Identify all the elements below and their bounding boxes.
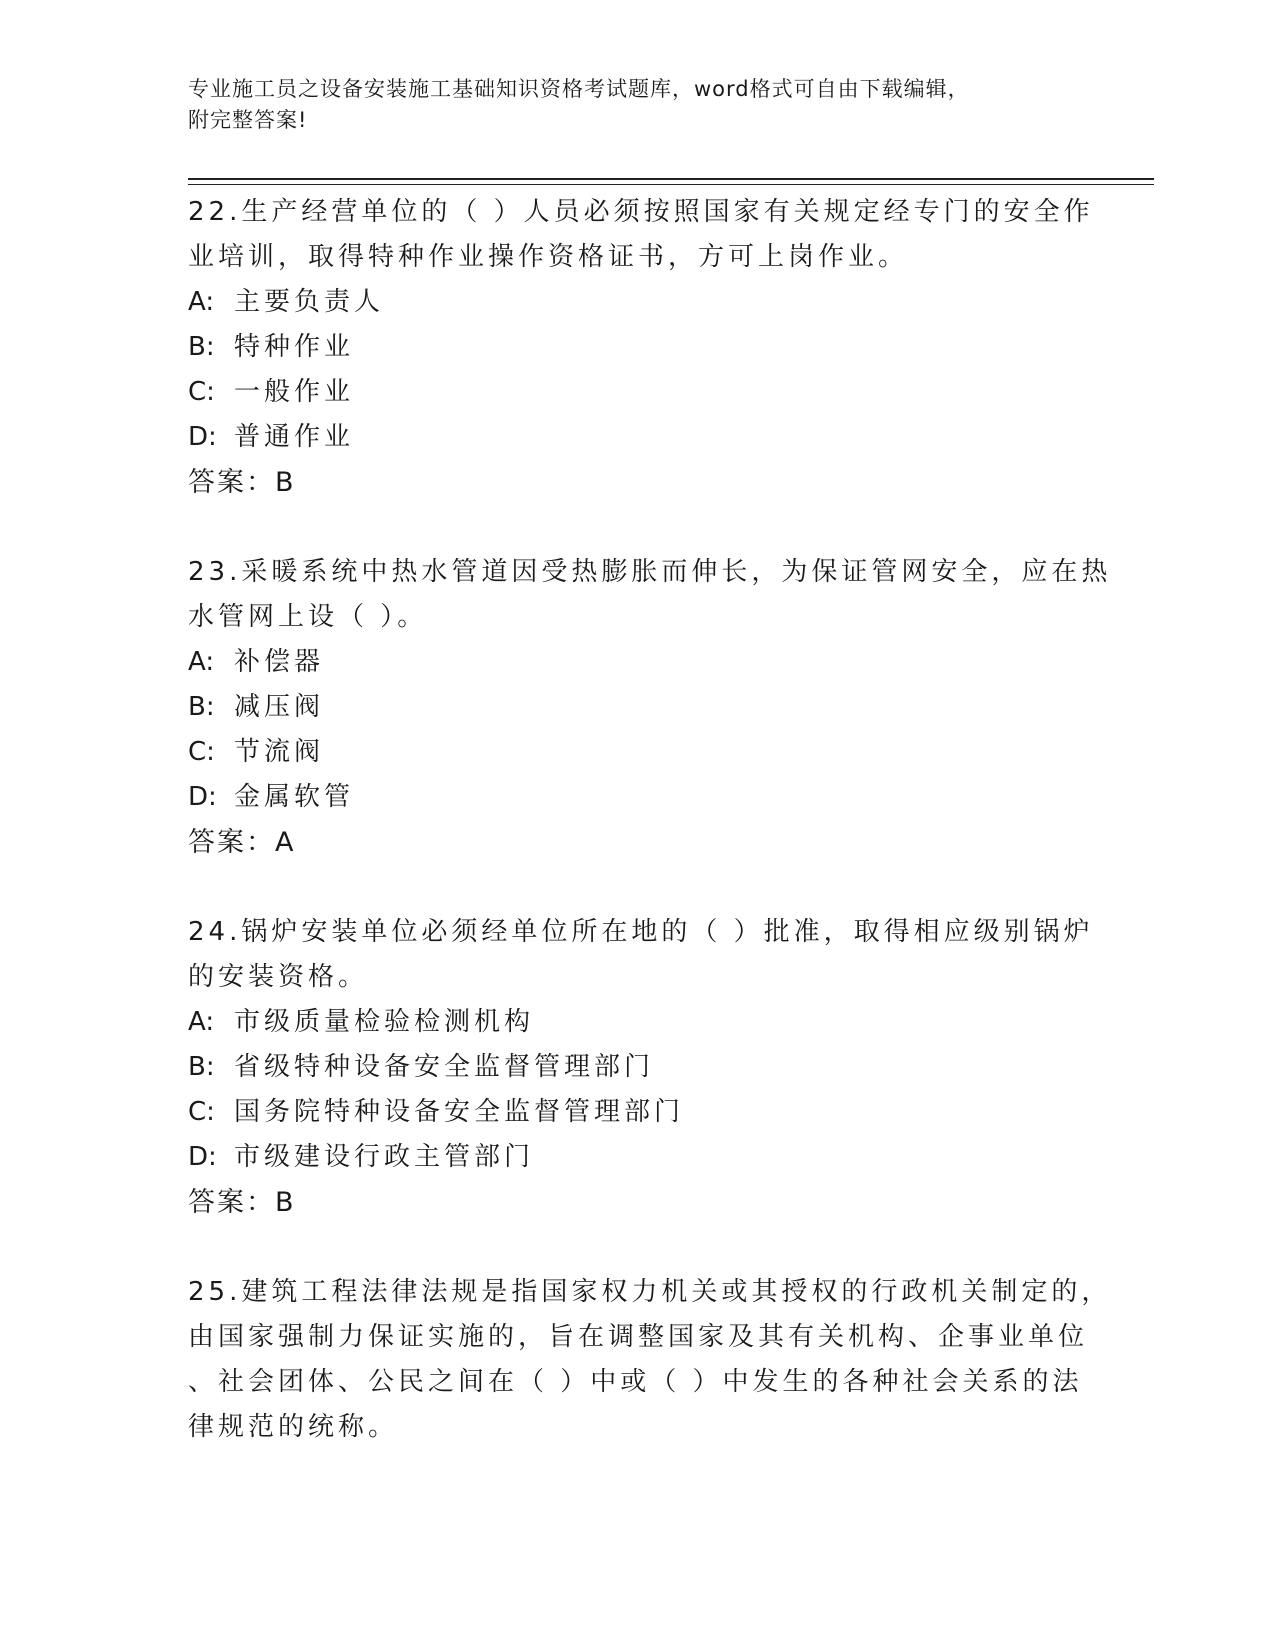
header-rule-thick xyxy=(188,178,1154,180)
question-stem xyxy=(188,1270,1112,1450)
question-spacer xyxy=(188,505,1088,550)
option-letter: C: xyxy=(188,737,215,767)
question-list xyxy=(188,190,1112,1450)
question-stem-line: 水管网上设（ ）。 xyxy=(188,602,428,632)
question-spacer xyxy=(188,865,1088,910)
option-letter: D: xyxy=(188,1142,217,1172)
option-text: 补偿器 xyxy=(234,647,325,677)
option-text: 省级特种设备安全监督管理部门 xyxy=(234,1052,655,1082)
option-letter: A: xyxy=(188,647,215,677)
question-stem-line: 的安装资格。 xyxy=(188,962,369,992)
option-letter: B: xyxy=(188,692,215,722)
answer-line: 答案：B xyxy=(188,1187,296,1218)
option-letter: C: xyxy=(188,377,215,407)
question-22 xyxy=(188,190,1094,505)
option-text: 节流阀 xyxy=(234,737,325,767)
header-rule-thin xyxy=(188,184,1154,185)
option-letter: D: xyxy=(188,782,217,812)
question-stem-line: 律规范的统称。 xyxy=(188,1412,399,1442)
option-letter: D: xyxy=(188,422,217,452)
option-letter: B: xyxy=(188,332,215,362)
option-letter: A: xyxy=(188,1007,215,1037)
question-stem-line: 25.建筑工程法律法规是指国家权力机关或其授权的行政机关制定的， xyxy=(188,1277,1112,1307)
option-b xyxy=(188,325,1088,370)
question-stem-line: 23.采暖系统中热水管道因受热膨胀而伸长，为保证管网安全，应在热 xyxy=(188,557,1112,587)
question-23 xyxy=(188,550,1112,865)
option-d xyxy=(188,1135,1088,1180)
option-text: 市级质量检验检测机构 xyxy=(234,1007,535,1037)
option-text: 国务院特种设备安全监督管理部门 xyxy=(234,1097,685,1127)
question-stem-line: 、社会团体、公民之间在（ ）中或（ ）中发生的各种社会关系的法 xyxy=(188,1367,1083,1397)
question-stem-line: 由国家强制力保证实施的，旨在调整国家及其有关机构、企事业单位 xyxy=(188,1322,1089,1352)
header-line-2: 附完整答案! xyxy=(188,108,308,132)
option-text: 普通作业 xyxy=(234,422,355,452)
option-text: 主要负责人 xyxy=(234,287,385,317)
question-24 xyxy=(188,910,1094,1225)
document-header xyxy=(188,74,1068,136)
option-c xyxy=(188,370,1088,415)
option-c xyxy=(188,1090,1088,1135)
question-25 xyxy=(188,1270,1112,1450)
question-stem xyxy=(188,910,1094,1000)
option-text: 金属软管 xyxy=(234,782,355,812)
header-line-1: 专业施工员之设备安装施工基础知识资格考试题库，word格式可自由下载编辑， xyxy=(188,77,970,101)
option-a xyxy=(188,1000,1088,1045)
question-spacer xyxy=(188,1225,1088,1270)
option-text: 特种作业 xyxy=(234,332,355,362)
answer-line: 答案：B xyxy=(188,467,296,498)
option-d xyxy=(188,415,1088,460)
option-text: 减压阀 xyxy=(234,692,325,722)
question-stem-line: 22.生产经营单位的（ ）人员必须按照国家有关规定经专门的安全作 xyxy=(188,197,1094,227)
question-stem xyxy=(188,190,1094,280)
option-letter: A: xyxy=(188,287,215,317)
option-letter: C: xyxy=(188,1097,215,1127)
option-b xyxy=(188,1045,1088,1090)
answer-line: 答案：A xyxy=(188,827,296,858)
option-text: 一般作业 xyxy=(234,377,355,407)
option-d xyxy=(188,775,1088,820)
question-stem-line: 24.锅炉安装单位必须经单位所在地的（ ）批准，取得相应级别锅炉 xyxy=(188,917,1094,947)
option-text: 市级建设行政主管部门 xyxy=(234,1142,535,1172)
question-stem-line: 业培训，取得特种作业操作资格证书，方可上岗作业。 xyxy=(188,242,909,272)
question-stem xyxy=(188,550,1112,640)
option-a xyxy=(188,640,1088,685)
option-letter: B: xyxy=(188,1052,215,1082)
option-c xyxy=(188,730,1088,775)
option-b xyxy=(188,685,1088,730)
option-a xyxy=(188,280,1088,325)
